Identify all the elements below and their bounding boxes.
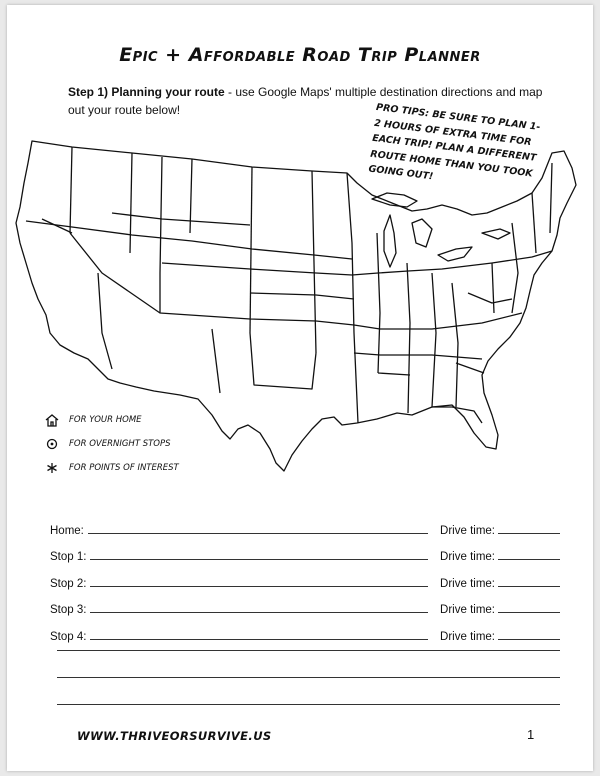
legend-label-interest: FOR POINTS OF INTEREST [69,463,179,473]
stop-3-input-line[interactable] [90,612,428,613]
drive-time-label: Drive time: [440,630,495,643]
drive-time-label: Drive time: [440,577,495,590]
stop-4-input-line[interactable] [90,639,428,640]
asterisk-icon [41,462,63,474]
stop-2-input-line[interactable] [90,586,428,587]
home-label: Home: [50,524,84,537]
stop-3-label: Stop 3: [50,604,87,616]
footer-website[interactable]: WWW.THRIVEORSURVIVE.US [77,729,272,743]
drive-time-input-line[interactable] [498,639,560,640]
step-heading: Step 1) Planning your route [68,85,225,99]
form-row-home [50,510,560,537]
drive-time-label: Drive time: [440,524,495,537]
stop-4-label: Stop 4: [50,630,87,643]
form-row-stop-2 [50,563,560,590]
drive-time-label: Drive time: [440,551,495,563]
drive-time-label: Drive time: [440,604,495,616]
drive-time-input-line[interactable] [498,586,560,587]
overnight-stop-icon [41,438,63,450]
legend-row-overnight [41,432,179,456]
legend-row-interest [41,456,179,480]
notes-line[interactable] [57,704,560,705]
page-title: Epic + Affordable Road Trip Planner [119,44,481,66]
drive-time-input-line[interactable] [498,559,560,560]
stop-1-label: Stop 1: [50,551,87,563]
pro-tips-note: PRO TIPS: BE SURE TO PLAN 1-2 HOURS OF EXTRA TIME FOR EACH TRIP! PLAN A DIFFERENT ROUTE HOME THAN YOU TOOK GOING OUT! [367,101,541,183]
map-legend [41,408,179,480]
home-input-line[interactable] [88,533,428,534]
planner-page [7,5,593,771]
legend-label-home: FOR YOUR HOME [69,415,142,425]
route-form [50,510,560,643]
step-text: - use Google Maps' multiple destination directions and map out your route below! [68,85,543,117]
stop-1-input-line[interactable] [90,559,428,560]
notes-line[interactable] [57,650,560,651]
page-number: 1 [527,727,535,742]
form-row-stop-1 [50,537,560,564]
stop-2-label: Stop 2: [50,577,87,590]
form-row-stop-3 [50,590,560,617]
house-icon [41,414,63,427]
legend-label-overnight: FOR OVERNIGHT STOPS [69,439,171,449]
form-row-stop-4 [50,616,560,643]
legend-row-home [41,408,179,432]
notes-line[interactable] [57,677,560,678]
drive-time-input-line[interactable] [498,612,560,613]
drive-time-input-line[interactable] [498,533,560,534]
